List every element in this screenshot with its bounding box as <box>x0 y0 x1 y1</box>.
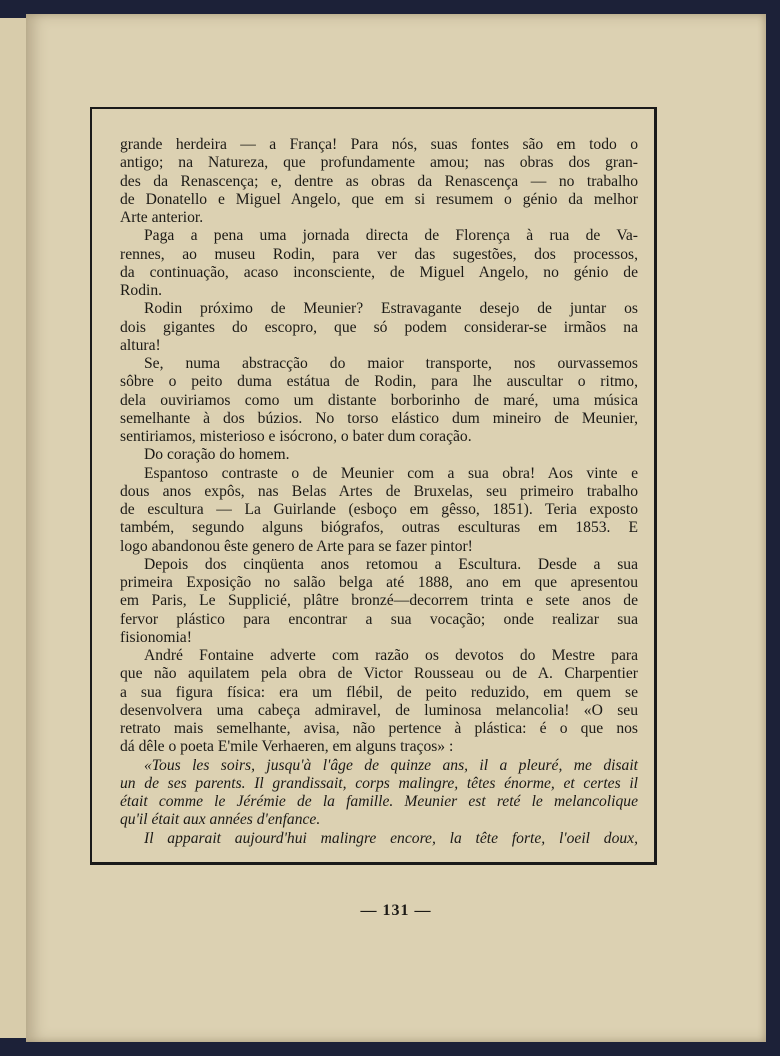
text-line: também, segundo alguns biógrafos, outras esculturas em 1853. E <box>120 519 638 537</box>
text-line: fisionomia! <box>120 628 192 646</box>
text-line: em Paris, Le Supplicié, plâtre bronzé—decorrem trinta e sete anos de <box>120 592 638 610</box>
text-line: logo abandonou êste genero de Arte para se fazer pintor! <box>120 537 473 555</box>
text-line: a sua figura física: era um flébil, de peito reduzido, em quem se <box>120 683 638 701</box>
text-line: était comme le Jérémie de la famille. Meunier est reté le melancolique <box>120 793 638 810</box>
text-line: que não aquilatem pela obra de Victor Rousseau ou de A. Charpentier <box>120 665 638 683</box>
text-line: Se, numa abstracção do maior transporte, nos ourvassemos <box>144 355 638 372</box>
book-page <box>26 14 766 1042</box>
text-line: antigo; na Natureza, que profundamente amou; nas obras dos gran- <box>120 154 638 172</box>
text-line: André Fontaine adverte com razão os devotos do Mestre para <box>144 647 638 664</box>
text-line: Il apparait aujourd'hui malingre encore, la tête forte, l'oeil doux, <box>144 829 638 847</box>
text-line: desenvolvera uma cabeça admiravel, de luminosa melancolia! «O seu <box>120 701 638 719</box>
text-line: Arte anterior. <box>120 209 204 226</box>
body-text <box>120 136 638 848</box>
text-line: «Tous les soirs, jusqu'à l'âge de quinze ans, il a pleuré, me disait <box>144 756 638 774</box>
text-line: dá dêle o poeta E'mile Verhaeren, em alguns traços» : <box>120 738 454 756</box>
text-line: grande herdeira — a França! Para nós, suas fontes são em todo o <box>120 136 638 153</box>
text-line: rennes, ao museu Rodin, para ver das sugestões, dos processos, <box>120 245 638 263</box>
text-line: de Donatello e Miguel Angelo, que em si resumem o génio da melhor <box>120 190 638 208</box>
text-line: dois gigantes do escopro, que só podem considerar-se irmãos na <box>120 318 638 336</box>
text-line: Paga a pena uma jornada directa de Florença à rua de Va- <box>144 227 638 245</box>
facing-page-edge <box>0 18 27 1038</box>
text-line: sôbre o peito duma estátua de Rodin, para lhe auscultar o ritmo, <box>120 373 638 391</box>
text-line: fervor plástico para encontrar a sua vocação; onde realizar sua <box>120 610 638 628</box>
text-line: primeira Exposição no salão belga até 1888, ano em que apresentou <box>120 574 638 591</box>
page-number: — 131 — <box>360 902 432 919</box>
text-line: dela ouviriamos como um distante borborinho de maré, uma música <box>120 391 638 409</box>
text-line: qu'il était aux années d'enfance. <box>120 811 321 829</box>
text-line: Do coração do homem. <box>144 446 290 464</box>
text-line: Espantoso contraste o de Meunier com a sua obra! Aos vinte e <box>144 464 638 482</box>
text-line: sentiriamos, misterioso e isócrono, o bater dum coração. <box>120 428 472 445</box>
text-line: dous anos expôs, nas Belas Artes de Bruxelas, seu primeiro trabalho <box>120 482 638 500</box>
text-line: da continuação, acaso inconsciente, de Miguel Angelo, no génio de <box>120 263 638 281</box>
text-line: Rodin. <box>120 282 163 299</box>
text-line: semelhante à dos búzios. No torso elástico dum mineiro de Meunier, <box>120 409 638 427</box>
text-line: altura! <box>120 336 161 354</box>
text-line: retrato mais semelhante, avisa, não pertence à plástica: é o que nos <box>120 720 638 737</box>
text-line: Depois dos cinqüenta anos retomou a Escultura. Desde a sua <box>144 555 638 573</box>
text-line: des da Renascença; e, dentre as obras da Renascença — no trabalho <box>120 172 638 190</box>
text-line: de escultura — La Guirlande (esboço em gêsso, 1851). Teria exposto <box>120 501 638 518</box>
text-line: un de ses parents. Il grandissait, corps malingre, têtes énorme, et certes il <box>120 774 638 792</box>
text-line: Rodin próximo de Meunier? Estravagante desejo de juntar os <box>144 300 638 318</box>
